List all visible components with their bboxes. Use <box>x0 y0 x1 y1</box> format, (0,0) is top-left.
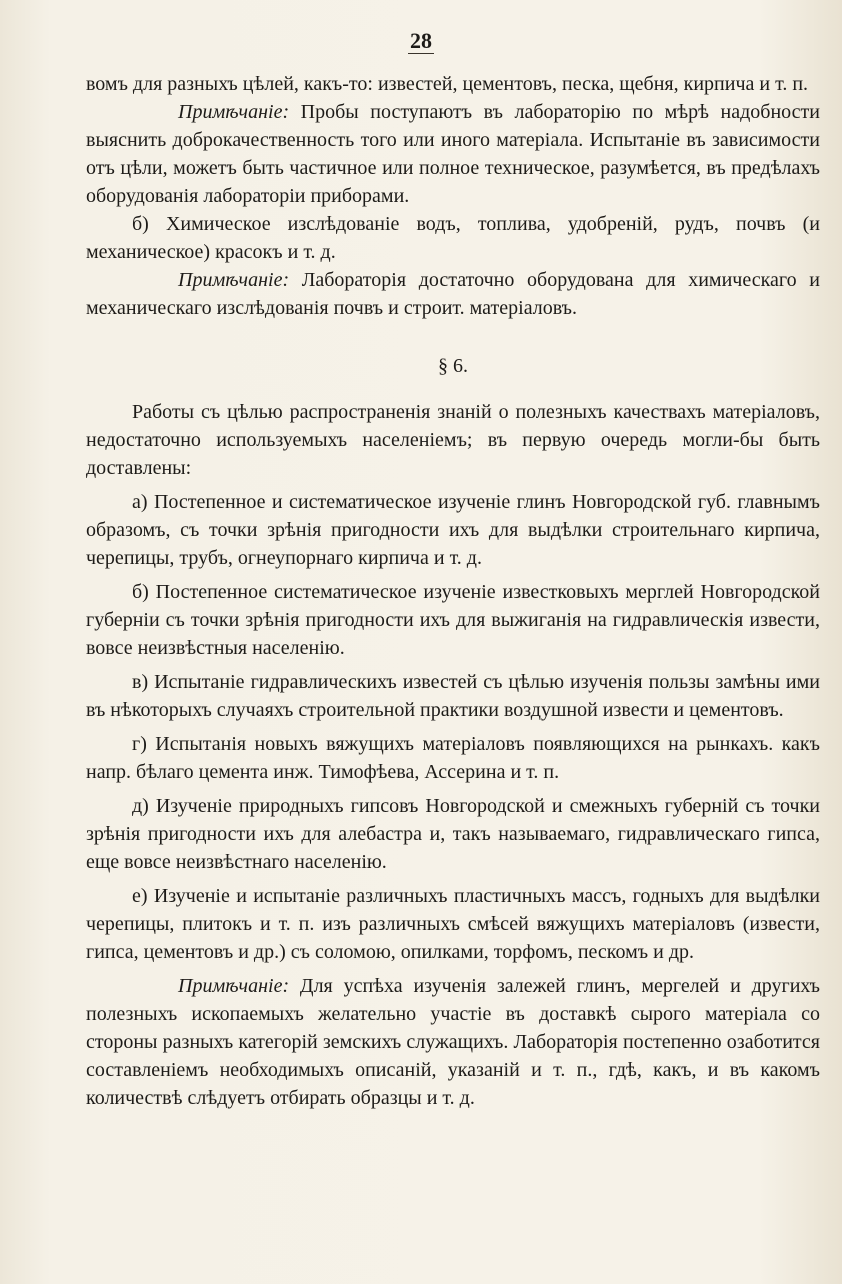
note-label: Примѣчаніе: <box>178 269 290 291</box>
list-item: б) Постепенное систематическое изученіе известковыхъ мерглей Новгородской губерніи съ точки зрѣнія пригодности ихъ для выжиганія на гидравлическія извести, вовсе неизвѣстныя населенію. <box>86 581 820 659</box>
page-number: 28 <box>410 28 432 53</box>
list-item: в) Испытаніе гидравлическихъ известей съ цѣлью изученія пользы замѣны ими въ нѣкоторыхъ случаяхъ строительной практики воздушной извести и цементовъ. <box>86 671 820 721</box>
note-text: Лабораторія достаточно оборудована для химическаго и механическаго изслѣдованія почвъ и строит. матеріаловъ. <box>86 269 820 319</box>
note-2 <box>86 266 820 322</box>
list-item: е) Изученіе и испытаніе различныхъ пластичныхъ массъ, годныхъ для выдѣлки черепицы, плитокъ и т. п. изъ различныхъ смѣсей вяжущихъ матеріаловъ (извести, гипса, цементовъ и др.) съ соломою, опилками, торфомъ, пескомъ и др. <box>86 885 820 963</box>
note-label: Примѣчаніе: <box>178 975 290 997</box>
note-1 <box>86 98 820 210</box>
note-text: Пробы поступаютъ въ лабораторію по мѣрѣ надобности выяснить доброкачественность того или иного матеріала. Испытаніе въ зависимости отъ цѣли, можетъ быть частичное или полное техническое, разумѣется, въ предѣлахъ оборудованія лабораторіи приборами. <box>86 101 820 207</box>
note-text: Для успѣха изученія залежей глинъ, мергелей и другихъ полезныхъ ископаемыхъ желательно участіе въ доставкѣ сырого матеріала со стороны разныхъ категорій земскихъ служащихъ. Лабораторія постепенно озаботится составленіемъ необходимыхъ описаній, указаній и т. п., гдѣ, какъ, и въ какомъ количествѣ слѣдуетъ отбирать образцы и т. д. <box>86 975 820 1109</box>
section-intro: Работы съ цѣлью распространенія знаній о полезныхъ качествахъ матеріаловъ, недостаточно используемыхъ населеніемъ; въ первую очередь могли-бы быть доставлены: <box>86 401 820 479</box>
item-b-chemical: б) Химическое изслѣдованіе водъ, топлива, удобреній, рудъ, почвъ (и механическое) красокъ и т. д. <box>86 213 820 263</box>
page-body <box>86 70 820 1112</box>
list-item: д) Изученіе природныхъ гипсовъ Новгородской и смежныхъ губерній съ точки зрѣнія пригодности ихъ для алебастра и, такъ называемаго, гидравлическаго гипса, еще вовсе неизвѣстнаго населенію. <box>86 795 820 873</box>
section-heading: § 6. <box>438 355 468 377</box>
paragraph-continuation: вомъ для разныхъ цѣлей, какъ-то: известей, цементовъ, песка, щебня, кирпича и т. п. <box>86 73 809 95</box>
note-3 <box>86 972 820 1112</box>
list-item: г) Испытанія новыхъ вяжущихъ матеріаловъ появляющихся на рынкахъ. какъ напр. бѣлаго цемента инж. Тимофѣева, Ассерина и т. п. <box>86 733 820 783</box>
note-label: Примѣчаніе: <box>178 101 290 123</box>
list-item: а) Постепенное и систематическое изученіе глинъ Новгородской губ. главнымъ образомъ, съ точки зрѣнія пригодности ихъ для выдѣлки строительнаго кирпича, черепицы, трубъ, огнеупорнаго кирпича и т. д. <box>86 491 820 569</box>
